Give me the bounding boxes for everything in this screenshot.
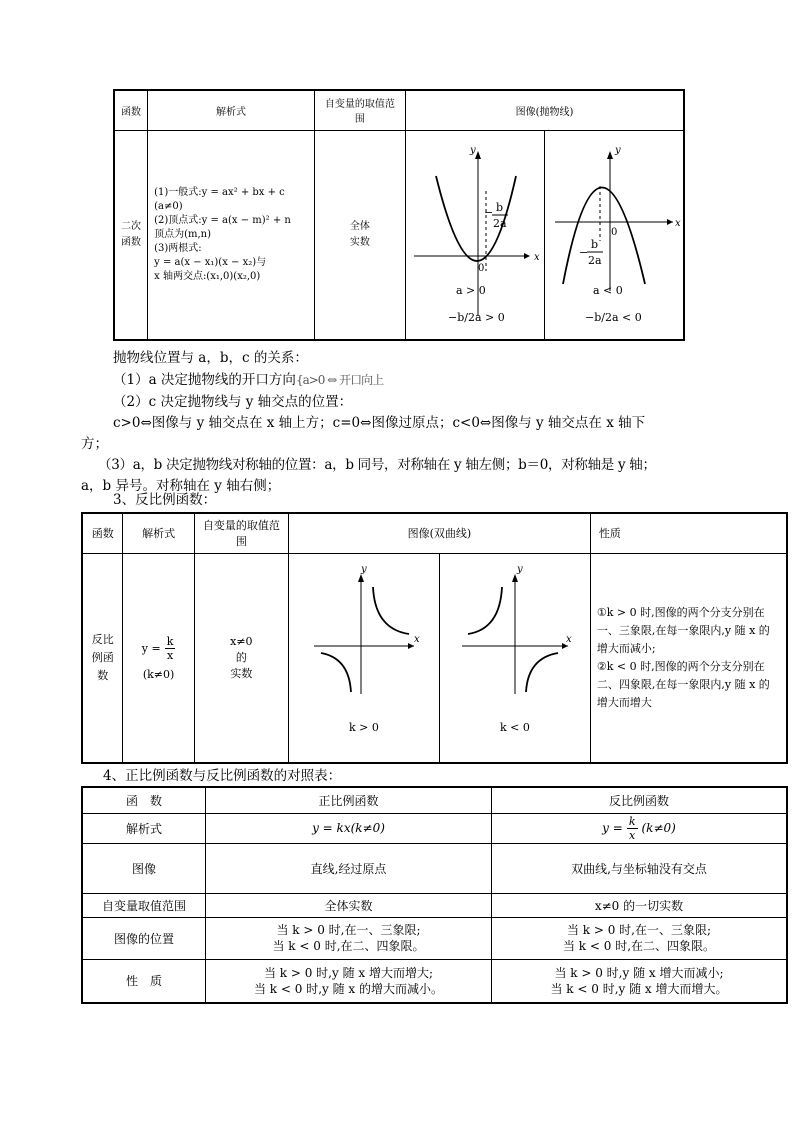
svg-text:−: −	[578, 245, 589, 259]
relations-line2: （2）c 决定抛物线与 y 轴交点的位置：	[113, 394, 353, 410]
direct-domain: 全体实数	[206, 893, 492, 917]
inverse-position: 当 k > 0 时,在一、三象限; 当 k < 0 时,在二、四象限。	[492, 917, 788, 959]
quadratic-formulas: (1)一般式:y = ax² + bx + c (a≠0) (2)顶点式:y = a(x − m)² + n 顶点为(m,n) (3)两根式: y = a(x − x₁)(x − x₂)与 x 轴两交点:(x₁,0)(x₂,0)	[148, 130, 315, 340]
origin-label: 0	[610, 226, 618, 238]
row-label-formula: 解析式	[82, 813, 206, 843]
compare-table	[81, 786, 788, 1004]
direct-formula: y = kx(k≠0)	[206, 813, 492, 843]
compare-header-direct: 正比例函数	[206, 787, 492, 813]
y-axis-label: y	[614, 144, 621, 156]
inverse-properties-cell: 当 k > 0 时,y 随 x 增大而减小; 当 k < 0 时,y 随 x 增大而增大。	[492, 959, 788, 1003]
direct-position: 当 k > 0 时,在一、三象限; 当 k < 0 时,在二、四象限。	[206, 917, 492, 959]
row-label-properties: 性 质	[82, 959, 206, 1003]
header-formula: 解析式	[148, 90, 315, 130]
header-function: 函数	[114, 90, 148, 130]
header-graph: 图像(抛物线)	[405, 90, 684, 130]
hyperbola-branch-q1	[373, 587, 409, 634]
hyperbola-branch-q3	[321, 653, 351, 692]
relations-title: 抛物线位置与 a，b，c 的关系：	[113, 350, 308, 366]
inverse-domain: x≠0 的一切实数	[492, 893, 788, 917]
inverse-graph: 双曲线,与坐标轴没有交点	[492, 843, 788, 893]
condition-k-negative: k < 0	[499, 720, 530, 734]
x-axis-label: x	[674, 217, 681, 229]
x-axis-label: x	[533, 251, 540, 263]
axis-condition-positive: −b/2a > 0	[447, 310, 505, 324]
graph-parabola-up	[405, 130, 544, 340]
hyperbola-branch-q4	[526, 653, 558, 692]
y-axis-label: y	[360, 563, 367, 575]
graph-parabola-down	[544, 130, 684, 340]
row-name-inverse: 反比例函数	[82, 553, 123, 763]
condition-a-negative: a < 0	[592, 283, 623, 297]
compare-title: 4、正比例函数与反比例函数的对照表：	[103, 768, 342, 784]
condition-k-positive: k > 0	[348, 720, 379, 734]
inverse-formula-cell: y = $\frac{k}{x}$ (k≠0)	[492, 813, 788, 843]
inverse-domain: x≠0 的 实数	[194, 553, 288, 763]
parabola-up-graph	[406, 131, 544, 336]
direct-properties: 当 k > 0 时,y 随 x 增大而增大; 当 k < 0 时,y 随 x 的增大而减小。	[206, 959, 492, 1003]
row-label-domain: 自变量取值范围	[82, 893, 206, 917]
hyperbola-branch-q2	[468, 587, 502, 634]
hyperbola-positive-graph	[289, 554, 439, 759]
header-function: 函数	[82, 513, 123, 553]
graph-hyperbola-positive	[288, 553, 439, 763]
obscured-text: {a>0 ⇔ 开口向上	[295, 373, 384, 387]
axis-condition-negative: −b/2a < 0	[584, 310, 642, 324]
header-formula: 解析式	[123, 513, 194, 553]
inverse-properties: ①k > 0 时,图像的两个分支分别在一、三象限,在每一象限内,y 随 x 的增大而减小; ②k < 0 时,图像的两个分支分别在二、四象限,在每一象限内,y 随 x 的增大而增大	[590, 553, 787, 763]
relations-line4a: （3）a，b 决定抛物线对称轴的位置：a，b 同号，对称轴在 y 轴左侧；b＝0，对称轴是 y 轴；	[98, 457, 656, 473]
y-axis-label: y	[516, 563, 523, 575]
header-properties: 性质	[590, 513, 787, 553]
parabola-down-graph	[545, 131, 683, 336]
parabola-curve	[563, 187, 645, 284]
hyperbola-negative-graph	[440, 554, 590, 759]
row-label-position: 图像的位置	[82, 917, 206, 959]
direct-graph: 直线,经过原点	[206, 843, 492, 893]
svg-text:−: −	[483, 205, 494, 219]
relations-line1: （1）a 决定抛物线的开口方向{a>0 ⇔ 开口向上	[113, 372, 384, 388]
header-domain: 自变量的取值范围	[194, 513, 288, 553]
vertex-label-den: 2a	[587, 253, 602, 267]
vertex-label-num: b	[495, 200, 504, 214]
x-axis-label: x	[413, 633, 420, 645]
vertex-label-den: 2a	[492, 216, 507, 230]
relations-line4b: a，b 异号。对称轴在 y 轴右侧；	[81, 478, 281, 494]
quadratic-table	[113, 89, 685, 341]
header-domain: 自变量的取值范围	[314, 90, 405, 130]
row-label-graph: 图像	[82, 843, 206, 893]
quadratic-domain: 全体实数	[314, 130, 405, 340]
origin-label: 0	[477, 262, 485, 274]
relations-line3b: 方；	[81, 436, 108, 452]
graph-hyperbola-negative	[439, 553, 590, 763]
condition-a-positive: a > 0	[455, 283, 486, 297]
x-axis-label: x	[565, 633, 572, 645]
vertex-label-num: b	[590, 237, 599, 251]
section3-title: 3、反比例函数：	[113, 492, 217, 508]
row-name-quadratic: 二次函数	[114, 130, 148, 340]
y-axis-label: y	[469, 144, 476, 156]
header-graph: 图像(双曲线)	[288, 513, 590, 553]
compare-header-function: 函 数	[82, 787, 206, 813]
inverse-table	[81, 512, 788, 764]
relations-line3a: c>0⇔图像与 y 轴交点在 x 轴上方；c=0⇔图像过原点；c<0⇔图像与 y 轴交点在 x 轴下	[113, 415, 646, 431]
inverse-formula: y = $\frac{k}{x}$ (k≠0)	[123, 553, 194, 763]
compare-header-inverse: 反比例函数	[492, 787, 788, 813]
